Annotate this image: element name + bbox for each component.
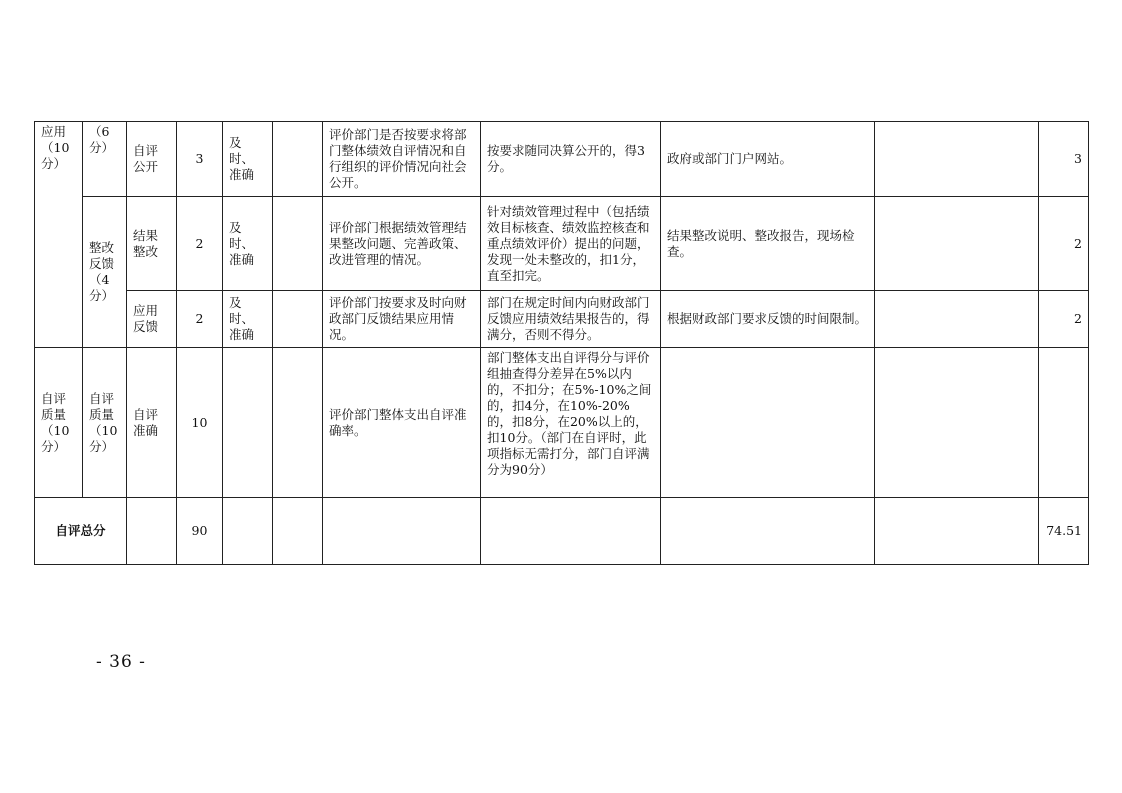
total-label: 自评总分 — [55, 523, 106, 538]
empty-cell — [661, 498, 875, 565]
requirement-cell — [223, 291, 273, 348]
total-label-cell — [35, 498, 127, 565]
score-value: 10 — [191, 414, 208, 430]
indicator-cell — [127, 197, 177, 291]
empty-cell — [273, 498, 323, 565]
description-cell — [323, 291, 481, 348]
indicator-cell — [127, 122, 177, 197]
empty-cell — [223, 348, 273, 498]
requirement-cell — [223, 197, 273, 291]
category-label: 自评质量（10分） — [41, 390, 70, 454]
total-score-cell — [1039, 498, 1089, 565]
total-row — [35, 498, 1089, 565]
criteria-text: 部门整体支出自评得分与评价组抽查得分差异在5%以内的，不扣分；在5%-10%之间的，扣4分，在10%-20%的，扣8分，在20%以上的，扣10分。（部门在自评时，此项指标无需打分，部门自评满分为90分） — [487, 350, 652, 477]
requirement-text: 及时、准确 — [229, 135, 255, 182]
table-row — [35, 291, 1089, 348]
subcategory-cell — [83, 348, 127, 498]
subcategory-cell — [83, 122, 127, 197]
requirement-cell — [223, 122, 273, 197]
description-text: 评价部门根据绩效管理结果整改问题、完善政策、改进管理的情况。 — [329, 219, 467, 267]
total-full-cell — [177, 498, 223, 565]
indicator-cell — [127, 291, 177, 348]
description-cell — [323, 122, 481, 197]
indicator-cell — [127, 348, 177, 498]
self-score-value: 2 — [1074, 311, 1082, 326]
empty-cell — [481, 498, 661, 565]
empty-cell — [875, 197, 1039, 291]
description-text: 评价部门整体支出自评准确率。 — [329, 406, 467, 438]
empty-cell — [661, 348, 875, 498]
empty-cell — [875, 291, 1039, 348]
self-score-value: 3 — [1074, 151, 1082, 166]
empty-cell — [875, 498, 1039, 565]
score-cell — [177, 348, 223, 498]
indicator-label: 结果整改 — [133, 227, 159, 259]
empty-cell — [127, 498, 177, 565]
requirement-text: 及时、准确 — [229, 219, 255, 267]
score-value: 2 — [195, 311, 204, 326]
empty-cell — [875, 122, 1039, 197]
category-cell — [35, 122, 83, 348]
subcategory-cell — [83, 197, 127, 348]
criteria-cell — [481, 122, 661, 197]
criteria-text: 按要求随同决算公开的，得3分。 — [487, 143, 645, 174]
description-cell — [323, 197, 481, 291]
table-row — [35, 348, 1089, 498]
page-number: - 36 - — [96, 652, 146, 672]
description-text: 评价部门是否按要求将部门整体绩效自评情况和自行组织的评价情况向社会公开。 — [329, 127, 467, 190]
subcategory-label: （6分） — [89, 124, 115, 155]
criteria-cell — [481, 291, 661, 348]
evidence-cell — [661, 197, 875, 291]
total-self-score: 74.51 — [1046, 523, 1082, 538]
empty-cell — [273, 122, 323, 197]
empty-cell — [273, 348, 323, 498]
description-cell — [323, 348, 481, 498]
self-score-value: 2 — [1074, 235, 1082, 251]
empty-cell — [273, 197, 323, 291]
total-full-score: 90 — [191, 523, 208, 538]
score-cell — [177, 122, 223, 197]
category-cell — [35, 348, 83, 498]
score-value: 3 — [195, 151, 204, 166]
table-row — [35, 197, 1089, 291]
empty-cell — [223, 498, 273, 565]
evidence-text: 根据财政部门要求反馈的时间限制。 — [667, 311, 868, 326]
empty-cell — [323, 498, 481, 565]
criteria-cell — [481, 348, 661, 498]
subcategory-label: 整改反馈（4分） — [89, 240, 115, 303]
self-score-cell — [1039, 122, 1089, 197]
evidence-cell — [661, 122, 875, 197]
description-text: 评价部门按要求及时向财政部门反馈结果应用情况。 — [329, 295, 467, 342]
criteria-text: 部门在规定时间内向财政部门反馈应用绩效结果报告的，得满分，否则不得分。 — [487, 295, 650, 342]
evidence-text: 政府或部门门户网站。 — [667, 151, 793, 166]
evaluation-table — [34, 121, 1089, 565]
self-score-cell — [1039, 197, 1089, 291]
score-cell — [177, 291, 223, 348]
score-cell — [177, 197, 223, 291]
criteria-cell — [481, 197, 661, 291]
subcategory-label: 自评质量（10分） — [89, 390, 118, 454]
category-label: 应用（10分） — [41, 124, 70, 171]
empty-cell — [273, 291, 323, 348]
criteria-text: 针对绩效管理过程中（包括绩效目标核查、绩效监控核查和重点绩效评价）提出的问题，发现一处未整改的，扣1分，直至扣完。 — [487, 203, 650, 283]
evidence-cell — [661, 291, 875, 348]
indicator-label: 自评准确 — [133, 406, 159, 438]
table-row — [35, 122, 1089, 197]
indicator-label: 应用反馈 — [133, 303, 159, 334]
requirement-text: 及时、准确 — [229, 295, 255, 342]
self-score-cell — [1039, 291, 1089, 348]
evidence-text: 结果整改说明、整改报告，现场检查。 — [667, 227, 855, 259]
empty-cell — [875, 348, 1039, 498]
score-value: 2 — [195, 235, 204, 251]
indicator-label: 自评公开 — [133, 143, 159, 174]
empty-cell — [1039, 348, 1089, 498]
